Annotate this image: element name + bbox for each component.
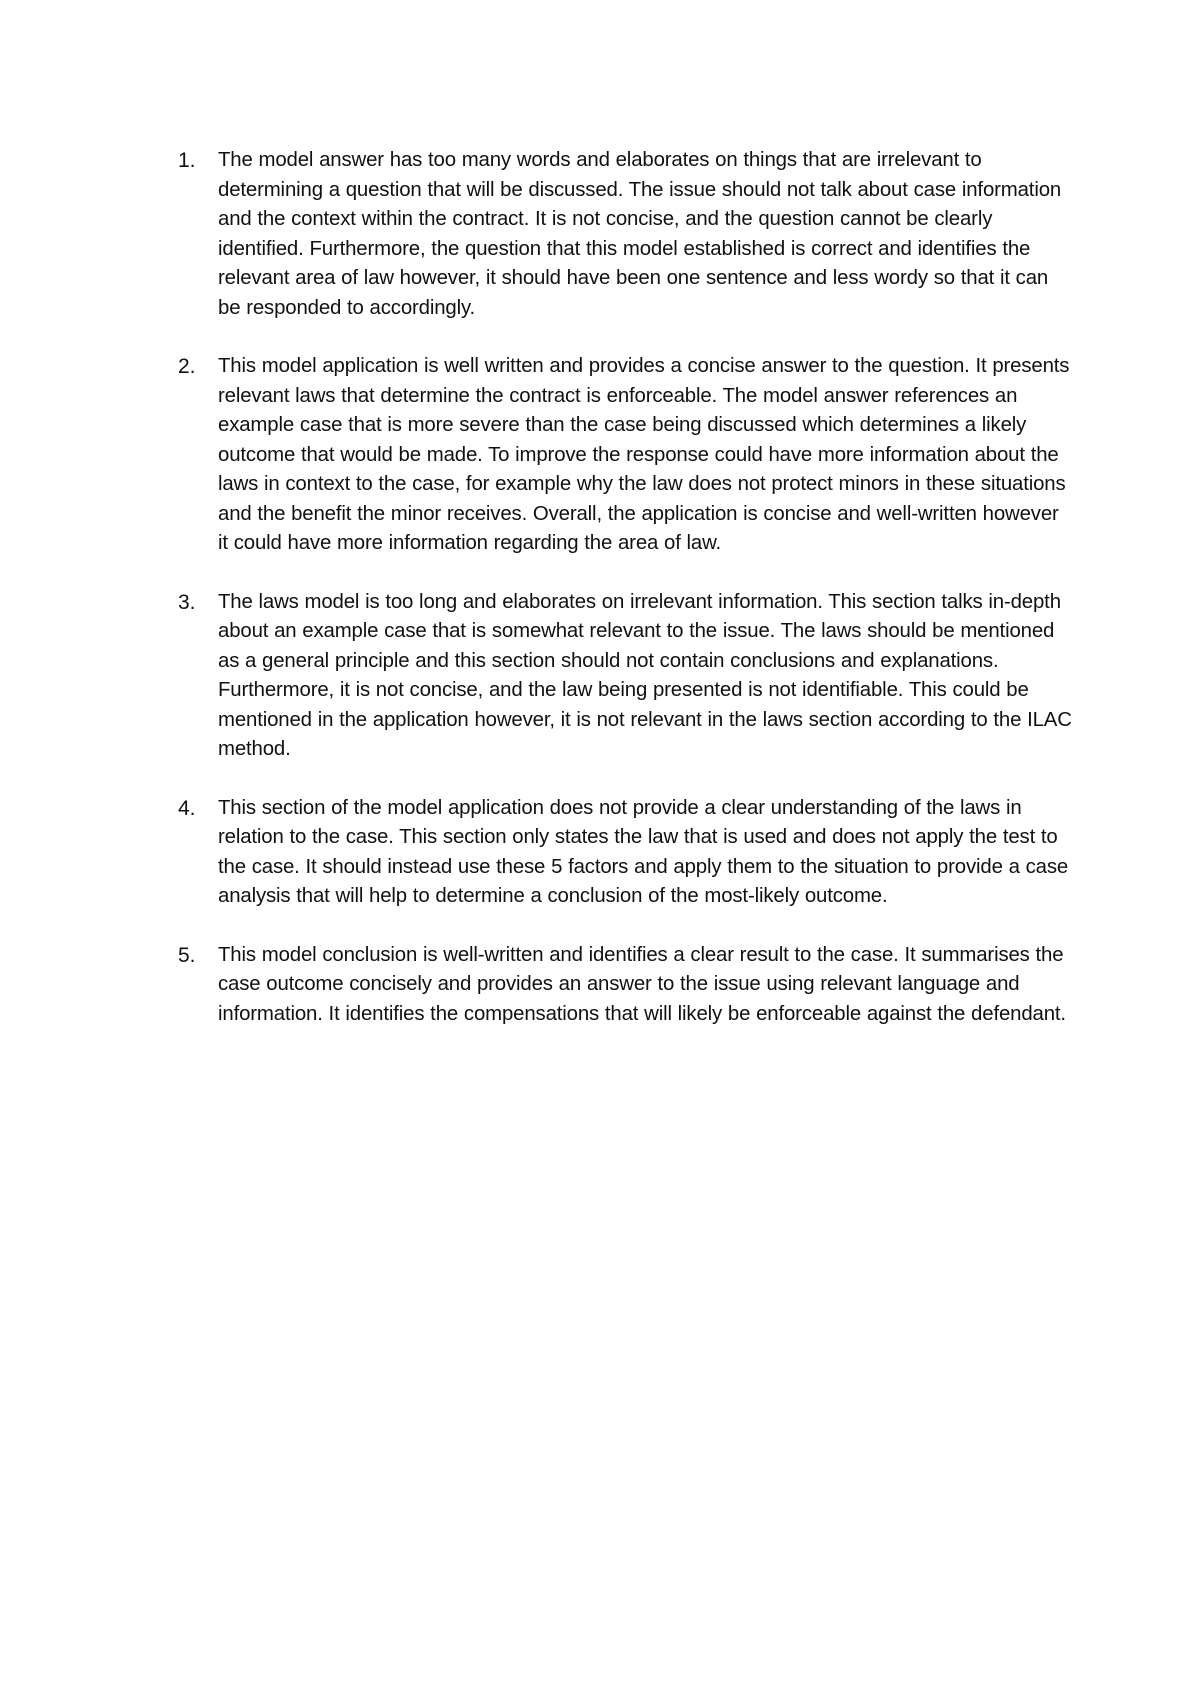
list-item-number: 3.: [178, 590, 196, 614]
numbered-list: [178, 146, 1078, 1058]
list-item-number: 1.: [178, 149, 196, 172]
list-item-number: 4.: [178, 796, 196, 820]
list-item: [178, 941, 1078, 1030]
list-item: [178, 352, 1078, 559]
list-item-text: The model answer has too many words and elaborates on things that are irrelevant to determining a question that will be discussed. The issue should not talk about case information and the context within the contract. It is not concise, and the question cannot be clearly identified. Furthermore, the question that this model established is correct and identifies the relevant area of law however, it should have been one sentence and less wordy so that it can be responded to accordingly.: [218, 149, 1062, 319]
list-item-number: 2.: [178, 355, 196, 378]
list-item: [178, 588, 1078, 765]
list-item: [178, 794, 1078, 912]
list-item: [178, 146, 1078, 323]
list-item-text: The laws model is too long and elaborates on irrelevant information. This section talks in-depth about an example case that is somewhat relevant to the issue. The laws should be mentioned as a general principle and this section should not contain conclusions and explanations. Furthermore, it is not concise, and the law being presented is not identifiable. This could be mentioned in the application however, it is not relevant in the laws section according to the ILAC method.: [218, 590, 1072, 760]
list-item-text: This model application is well written and provides a concise answer to the question. It presents relevant laws that determine the contract is enforceable. The model answer references an example case that is more severe than the case being discussed which determines a likely outcome that would be made. To improve the response could have more information about the laws in context to the case, for example why the law does not protect minors in these situations and the benefit the minor receives. Overall, the application is concise and well-written however it could have more information regarding the area of law.: [218, 355, 1070, 554]
list-item-number: 5.: [178, 943, 196, 967]
list-item-text: This model conclusion is well-written and identifies a clear result to the case. It summarises the case outcome concisely and provides an answer to the issue using relevant language and information. It identifies the compensations that will likely be enforceable against the defendant.: [218, 943, 1066, 1025]
list-item-text: This section of the model application does not provide a clear understanding of the laws in relation to the case. This section only states the law that is used and does not apply the test to the case. It should instead use these 5 factors and apply them to the situation to provide a case analysis that will help to determine a conclusion of the most-likely outcome.: [218, 796, 1069, 907]
